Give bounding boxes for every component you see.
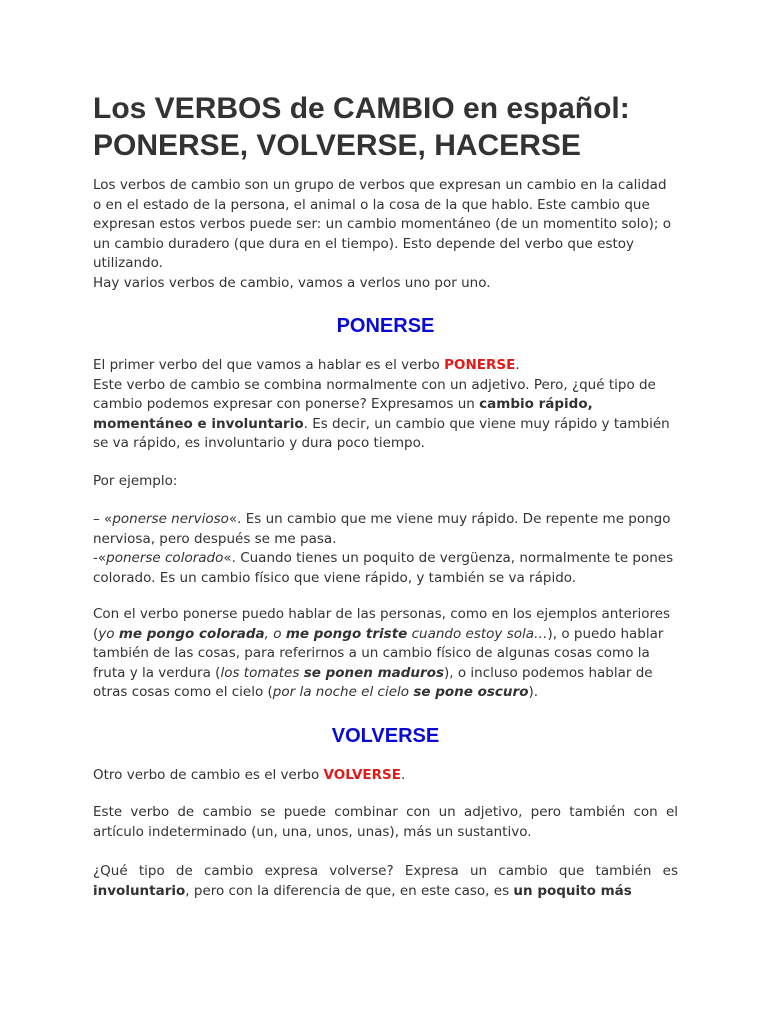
verb-highlight: PONERSE <box>444 357 516 373</box>
title-line-1: Los VERBOS de CAMBIO en español: <box>93 92 630 125</box>
usage-italic: por la noche el cielo <box>272 684 414 700</box>
usage-italic: cuando estoy sola… <box>407 625 548 642</box>
example-intro: Por ejemplo: <box>93 473 178 489</box>
verb-highlight: VOLVERSE <box>323 767 401 783</box>
ponerse-usage-paragraph <box>93 605 678 703</box>
ponerse-paragraph <box>93 356 678 454</box>
usage-text: ), o puedo hablar también de las cosas, para referirnos a un cambio físico de algunas cosas como la fruta y la verdura ( <box>93 625 664 681</box>
section-heading-volverse: VOLVERSE <box>331 725 440 747</box>
usage-text: Con el verbo ponerse puedo hablar de las personas, como en los ejemplos anteriores ( <box>93 606 671 642</box>
usage-italic: yo <box>98 625 119 642</box>
ponerse-text: . Es decir, un cambio que viene muy rápido y también se va rápido, es involuntario y dura poco tiempo. <box>93 415 670 451</box>
examples-paragraph <box>93 510 678 588</box>
example-text: – « <box>93 511 113 527</box>
example-italic: ponerse colorado <box>106 550 224 566</box>
example-text: «. Es un cambio que me viene muy rápido. De repente me pongo nerviosa, pero después se me pasa. <box>93 511 671 547</box>
usage-bold-italic: me pongo colorada <box>118 625 265 642</box>
usage-text: ), o incluso podemos hablar de otras cosas como el cielo ( <box>93 664 653 700</box>
title-line-2: PONERSE, VOLVERSE, HACERSE <box>93 129 581 162</box>
volverse-text: Otro verbo de cambio es el verbo <box>93 767 324 783</box>
bold-text: involuntario <box>93 882 186 899</box>
intro-text: Los verbos de cambio son un grupo de verbos que expresan un cambio en la calidad o en el estado de la persona, el animal o la cosa de la que hablo. Este cambio que expresan estos verbos puede ser: un cambio momentáneo (de un momentito solo); o un cambio duradero (que dura en el tiempo). Esto depende del verbo que estoy utilizando. <box>93 177 671 271</box>
volverse-type-paragraph <box>93 862 678 901</box>
bold-text: cambio rápido, momentáneo e involuntario <box>93 396 593 432</box>
volverse-combination-paragraph: Este verbo de cambio se puede combinar con un adjetivo, pero también con el artículo indeterminado (un, una, unos, unas), más un sustantivo. <box>93 804 678 840</box>
ponerse-text: Este verbo de cambio se combina normalmente con un adjetivo. Pero, ¿qué tipo de cambio podemos expresar con ponerse? Expresamos un <box>93 376 656 412</box>
example-italic: ponerse nervioso <box>112 511 229 527</box>
page-title <box>93 90 733 164</box>
example-text: -« <box>93 550 107 566</box>
usage-bold-italic: me pongo triste <box>285 625 408 642</box>
example-text: «. Cuando tienes un poquito de vergüenza, normalmente te pones colorado. Es un cambio físico que viene rápido, y también se va rápido. <box>93 550 674 586</box>
volverse-text: ¿Qué tipo de cambio expresa volverse? Expresa un cambio que también es <box>93 863 678 879</box>
ponerse-text: El primer verbo del que vamos a hablar es el verbo <box>93 357 445 373</box>
volverse-text: , pero con la diferencia de que, en este caso, es <box>185 882 514 899</box>
usage-bold-italic: se ponen maduros <box>303 664 445 681</box>
intro-paragraph <box>93 176 678 293</box>
ponerse-text: . <box>515 357 520 373</box>
bold-text: un poquito más <box>513 882 632 899</box>
usage-bold-italic: se pone oscuro <box>413 684 529 700</box>
volverse-text: . <box>400 767 406 783</box>
usage-italic: , o <box>264 625 286 642</box>
section-heading-ponerse: PONERSE <box>336 315 435 337</box>
intro-text-2: Hay varios verbos de cambio, vamos a verlos uno por uno. <box>93 274 491 291</box>
usage-text: ). <box>528 684 539 700</box>
volverse-intro-paragraph <box>93 766 678 786</box>
usage-italic: los tomates <box>220 664 304 681</box>
